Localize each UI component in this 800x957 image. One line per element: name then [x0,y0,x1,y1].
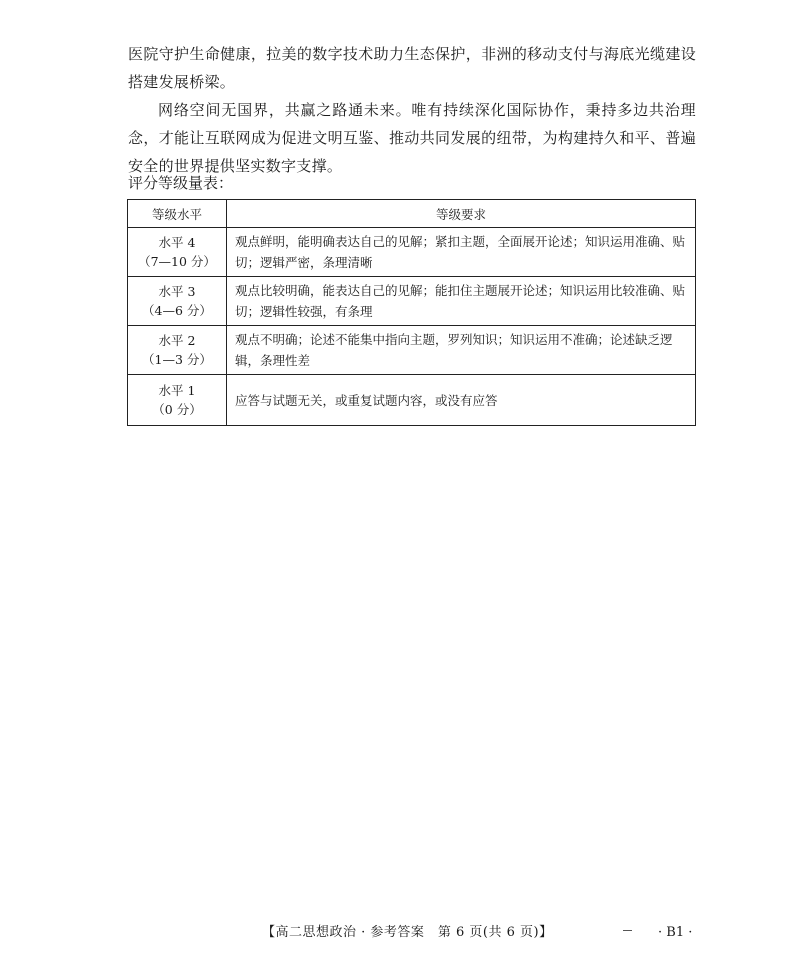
table-header-row [128,200,696,228]
paragraph-1: 医院守护生命健康，拉美的数字技术助力生态保护，非洲的移动支付与海底光缆建设搭建发展桥梁。 [128,45,696,91]
level-name: 水平 1 [158,383,196,398]
level-range: （1—3 分） [142,352,212,367]
requirement-cell: 应答与试题无关，或重复试题内容，或没有应答 [227,375,696,426]
table-row [128,277,696,326]
paragraph-2: 网络空间无国界，共赢之路通未来。唯有持续深化国际协作，秉持多边共治理念，才能让互联网成为促进文明互鉴、推动共同发展的纽带，为构建持久和平、普遍安全的世界提供坚实数字支撑。 [128,101,696,175]
level-range: （0 分） [152,402,202,417]
level-name: 水平 4 [158,235,196,250]
table-row [128,228,696,277]
level-cell [128,277,227,326]
level-name: 水平 3 [158,284,196,299]
level-cell [128,228,227,277]
table-caption: 评分等级量表： [128,174,234,192]
level-name: 水平 2 [158,333,196,348]
requirement-cell: 观点比较明确，能表达自己的见解；能扣住主题展开论述；知识运用比较准确、贴切；逻辑性较强，有条理 [227,277,696,326]
level-range: （4—6 分） [142,303,212,318]
rating-scale-table [127,199,696,426]
requirement-cell: 观点不明确；论述不能集中指向主题，罗列知识；知识运用不准确；论述缺乏逻辑，条理性差 [227,326,696,375]
header-requirement: 等级要求 [227,200,696,228]
page-footer: 【高二思想政治 · 参考答案 第 6 页(共 6 页)】 [262,925,553,940]
table-row [128,326,696,375]
level-range: （7—10 分） [138,254,216,269]
table-row [128,375,696,426]
header-level: 等级水平 [128,200,227,228]
requirement-cell: 观点鲜明，能明确表达自己的见解；紧扣主题，全面展开论述；知识运用准确、贴切；逻辑严密，条理清晰 [227,228,696,277]
footer-dash [623,930,632,931]
level-cell [128,375,227,426]
page-code: · B1 · [658,925,693,940]
level-cell [128,326,227,375]
